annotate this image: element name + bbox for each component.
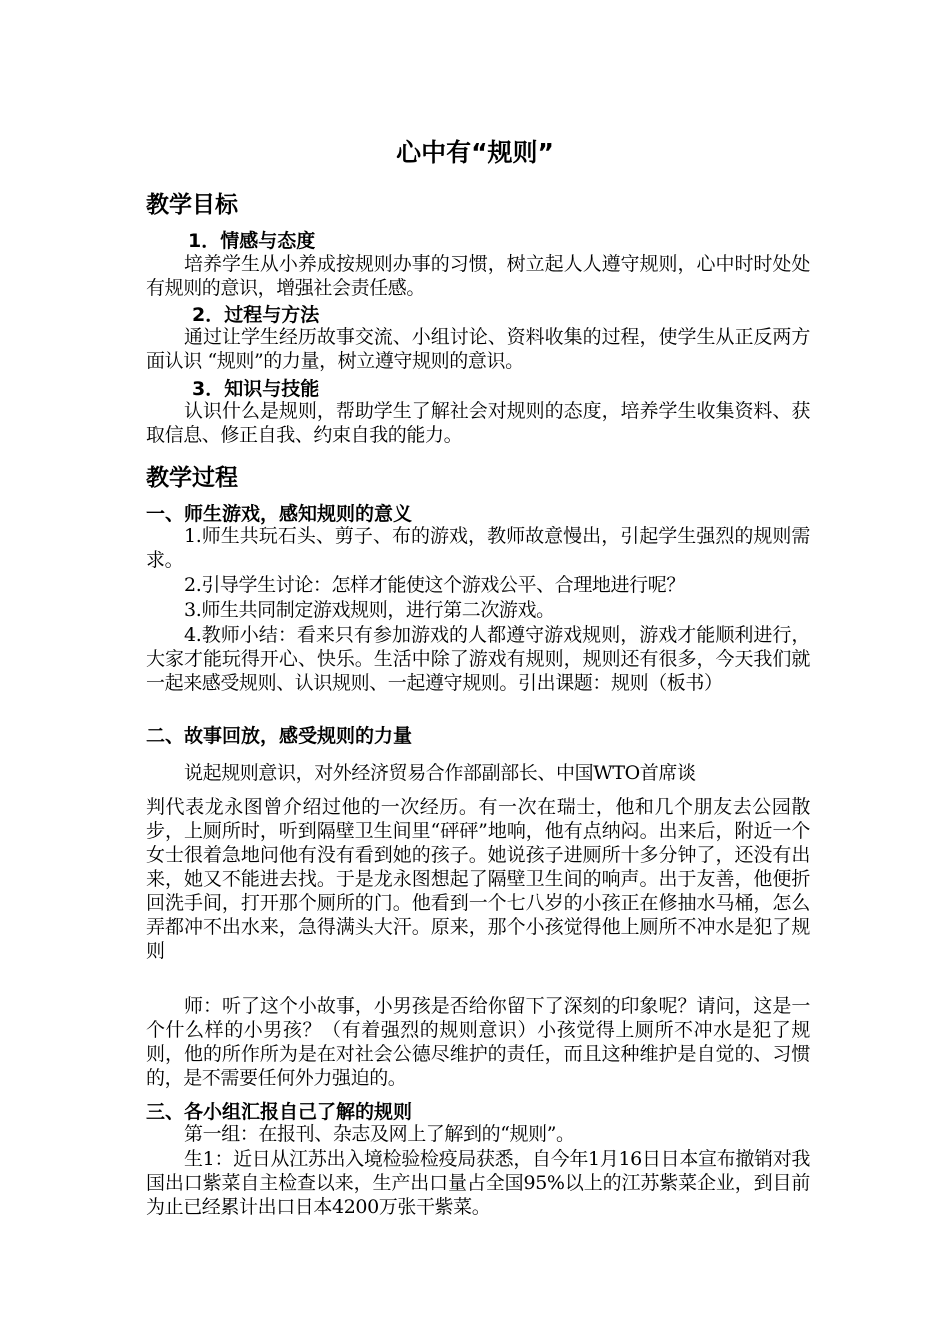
part1-para-2: 2.引导学生讨论：怎样才能使这个游戏公平、合理地进行呢？ <box>184 574 685 596</box>
part1-para-1: 1.师生共玩石头、剪子、布的游戏，教师故意慢出，引起学生强烈的规则需求。 <box>146 525 810 571</box>
goal-label-2: 2．过程与方法 <box>192 304 320 326</box>
part1-heading: 一、师生游戏，感知规则的意义 <box>146 503 413 525</box>
goal-label-3: 3．知识与技能 <box>192 378 320 400</box>
part2-teacher-remark: 师：听了这个小故事，小男孩是否给你留下了深刻的印象呢？请问，这是一个什么样的小男孩？（有着强烈的规则意识）小孩觉得上厕所不冲水是犯了规则，他的所作所为是在对社会公德尽维护的责任，而且这种维护是自觉的、习惯的，是不需要任何外力强迫的。 <box>146 995 810 1089</box>
part1-para-4: 4.教师小结：看来只有参加游戏的人都遵守游戏规则，游戏才能顺利进行，大家才能玩得开心、快乐。生活中除了游戏有规则，规则还有很多，今天我们就一起来感受规则、认识规则、一起遵守规则。引出课题：规则（板书） <box>146 624 810 694</box>
document-title: 心中有“规则” <box>396 138 554 167</box>
goal-text-3: 认识什么是规则，帮助学生了解社会对规则的态度，培养学生收集资料、获取信息、修正自我、约束自我的能力。 <box>146 400 810 446</box>
part2-story-first-line: 说起规则意识，对外经济贸易合作部副部长、中国WTO首席谈 <box>184 762 696 784</box>
part3-para-2: 生1：近日从江苏出入境检验检疫局获悉，自今年1月16日日本宣布撤销对我国出口紫菜自主检查以来，生产出口量占全国95%以上的江苏紫菜企业，到目前为止已经累计出口日本4200万张干紫菜。 <box>146 1148 810 1218</box>
part3-para-1: 第一组：在报刊、杂志及网上了解到的“规则”。 <box>184 1123 575 1145</box>
goal-text-2: 通过让学生经历故事交流、小组讨论、资料收集的过程，使学生从正反两方面认识 “规则”的力量，树立遵守规则的意识。 <box>146 326 810 372</box>
goal-label-1: 1．情感与态度 <box>188 230 316 252</box>
section-heading-process: 教学过程 <box>146 465 238 491</box>
goal-text-1: 培养学生从小养成按规则办事的习惯，树立起人人遵守规则，心中时时处处有规则的意识，增强社会责任感。 <box>146 253 810 299</box>
section-heading-goals: 教学目标 <box>146 192 238 218</box>
part1-para-3: 3.师生共同制定游戏规则，进行第二次游戏。 <box>184 599 555 621</box>
part3-heading: 三、各小组汇报自己了解的规则 <box>146 1101 413 1123</box>
part2-story-body: 判代表龙永图曾介绍过他的一次经历。有一次在瑞士，他和几个朋友去公园散步，上厕所时，听到隔壁卫生间里“砰砰”地响，他有点纳闷。出来后，附近一个女士很着急地问他有没有看到她的孩子。她说孩子进厕所十多分钟了，还没有出来，她又不能进去找。于是龙永图想起了隔壁卫生间的响声。出于友善，他便折回洗手间，打开那个厕所的门。他看到一个七八岁的小孩正在修抽水马桶，怎么弄都冲不出水来，急得满头大汗。原来，那个小孩觉得他上厕所不冲水是犯了规则 <box>146 796 810 962</box>
part2-heading: 二、故事回放，感受规则的力量 <box>146 725 413 747</box>
